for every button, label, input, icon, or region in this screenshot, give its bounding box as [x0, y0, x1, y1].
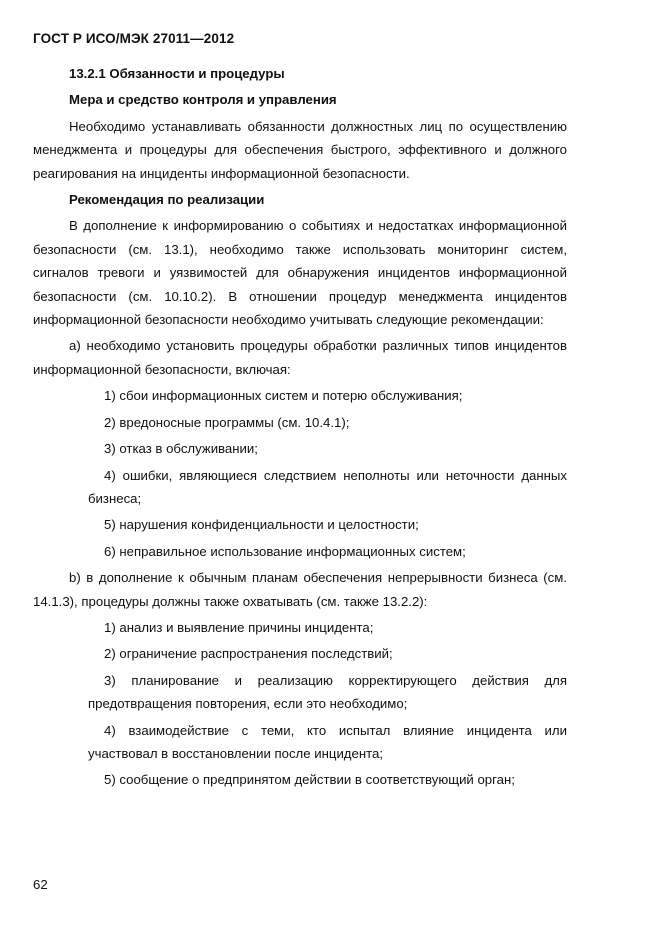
list-a-intro: a) необходимо установить процедуры обработки различных типов инцидентов информационной безопасности, включая: [33, 338, 567, 377]
page-number: 62 [33, 877, 48, 892]
list-b-item: 3) планирование и реализацию корректирующего действия для предотвращения повторения, если это необходимо; [88, 672, 567, 712]
list-a-item: 2) вредоносные программы (см. 10.4.1); [104, 414, 350, 430]
list-a-item: 6) неправильное использование информационных систем; [104, 543, 466, 559]
list-a-item: 4) ошибки, являющиеся следствием неполноты или неточности данных бизнеса; [88, 467, 567, 506]
list-a-item: 5) нарушения конфиденциальности и целостности; [104, 517, 419, 533]
list-a-item: 3) отказ в обслуживании; [104, 441, 258, 457]
control-paragraph: Необходимо устанавливать обязанности должностных лиц по осуществлению менеджмента и процедуры для обеспечения быстрого, эффективного и должного реагирования на инциденты информационной безопасности. [33, 118, 567, 181]
list-b-item: 5) сообщение о предпринятом действии в соответствующий орган; [104, 772, 515, 788]
guidance-paragraph: В дополнение к информированию о событиях и недостатках информационной безопасности (см. 13.1), необходимо также использовать мониторинг систем, сигналов тревоги и уязвимостей для обнаружения инцидентов информационной безопасности (см. 10.10.2). В отношении процедур менеджмента инцидентов информационной безопасности необходимо учитывать следующие рекомендации: [33, 218, 567, 328]
control-heading: Мера и средство контроля и управления [69, 92, 337, 108]
guidance-heading: Рекомендация по реализации [69, 192, 265, 208]
list-b-item: 4) взаимодействие с теми, кто испытал влияние инцидента или участвовал в восстановлении после инцидента; [88, 722, 567, 761]
section-heading: 13.2.1 Обязанности и процедуры [69, 66, 285, 81]
document-code: ГОСТ Р ИСО/МЭК 27011—2012 [33, 31, 235, 46]
list-a-item: 1) сбои информационных систем и потерю обслуживания; [104, 388, 463, 404]
list-b-intro: b) в дополнение к обычным планам обеспечения непрерывности бизнеса (см. 14.1.3), процедуры должны также охватывать (см. также 13.2.2): [33, 570, 567, 609]
list-b-item: 2) ограничение распространения последствий; [104, 646, 393, 662]
list-b-item: 1) анализ и выявление причины инцидента; [104, 619, 374, 635]
document-body [33, 62, 567, 792]
